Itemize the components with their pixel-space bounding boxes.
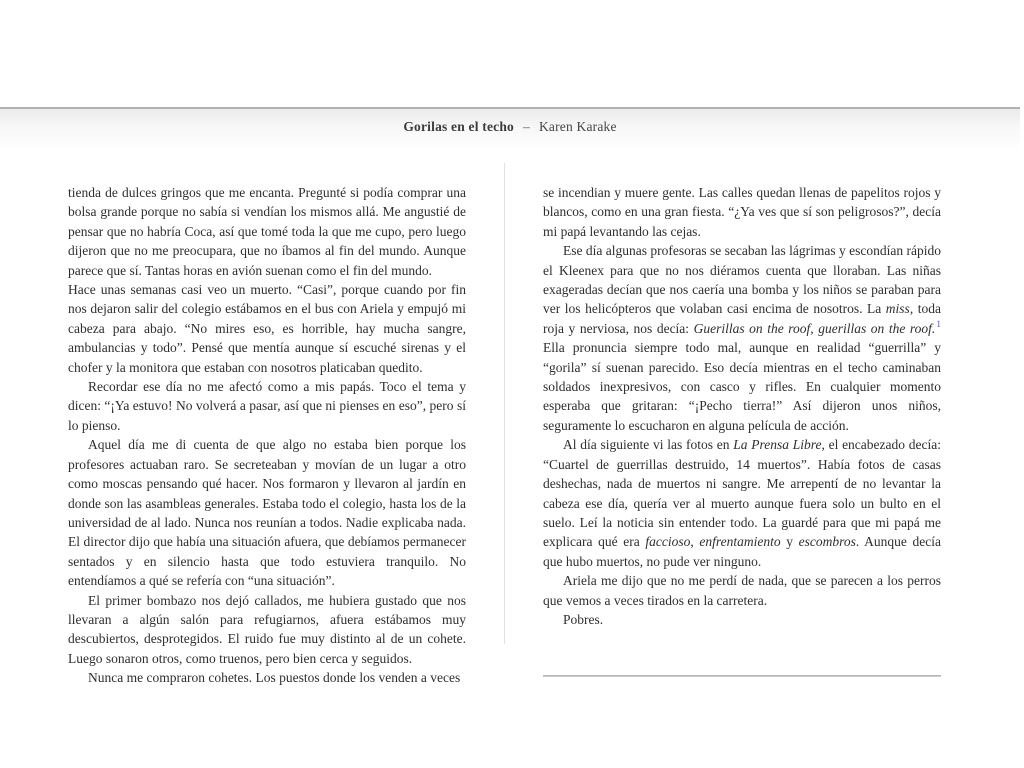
paragraph [543, 183, 941, 241]
paragraph [68, 668, 466, 687]
right-column [543, 183, 941, 688]
text-run: , [690, 534, 700, 550]
text-run: y [780, 534, 799, 550]
footnote-ref-link[interactable]: 1 [936, 320, 941, 331]
text-run: Al día siguiente vi las fotos en [563, 437, 734, 453]
text-run: Hace unas semanas casi veo un muerto. “Casi”, porque cuando por fin nos dejaron salir del colegio estábamos en el bus con Ariela y empujó mi cabeza para abajo. “No mires eso, es horrible, hay mucha sangre, ambulancias y todo”. Pensé que mentía aunque sí escuché sirenas y el chofer y la monitora que estaban con nosotros platicaban quedito. [68, 282, 466, 375]
text-run: Pobres. [563, 611, 604, 627]
text-run: Ese día algunas profesoras se secaban las lágrimas y escondían rápido el Kleenex para que no nos diéramos cuenta que lloraban. Las niñas exageradas decían que nos caería una bomba y los niños se paraban para ver los helicópteros que volaban casi encima de nosotros. La [543, 243, 941, 317]
text-run: Aquel día me di cuenta de que algo no estaba bien porque los profesores actuaban raro. Se secreteaban y movían de un lugar a otro como moscas pensando qué hacer. Nos formaron y llevaron al jardín en donde son las asambleas generales. Estaba todo el colegio, hasta los de la universidad de al lado. Nunca nos reunían a todos. Nadie explicaba nada. El director dijo que había una situación afuera, que debíamos permanecer sentados y en silencio hasta que todo estuviera tranquilo. No entendíamos a qué se refería con “una situación”. [68, 437, 466, 589]
page-content [68, 183, 941, 688]
paragraph [543, 241, 941, 435]
paragraph [68, 280, 466, 377]
text-run: Nunca me compraron cohetes. Los puestos donde los venden a veces [88, 670, 461, 686]
footnote-separator-rule [543, 675, 941, 677]
text-run: . Aunque decía que hubo muertos, no pude ver ninguno. [543, 534, 942, 569]
text-run: , toda roja y nerviosa, nos decía: [543, 301, 941, 336]
book-author: Karen Karake [538, 119, 617, 134]
paragraph [68, 183, 466, 280]
left-column [68, 183, 466, 688]
reader-header [0, 107, 1020, 173]
italic-text-run: enfrentamiento [699, 534, 781, 550]
book-title: Gorilas en el techo [403, 119, 514, 134]
paragraph [68, 591, 466, 669]
text-run: se incendian y muere gente. Las calles quedan llenas de papelitos rojos y blancos, como en una gran fiesta. “¿Ya ves que sí son peligrosos?”, decía mi papá levantando las cejas. [543, 185, 941, 239]
text-run: Ariela me dijo que no me perdí de nada, que se parecen a los perros que vemos a veces tirados en la carretera. [543, 573, 941, 608]
italic-text-run: La Prensa Libre [733, 437, 822, 453]
text-run: El primer bombazo nos dejó callados, me hubiera gustado que nos llevaran a algún salón para refugiarnos, afuera estábamos muy descubiertos, desprotegidos. El ruido fue muy distinto al de un cohete. Luego sonaron otros, como truenos, pero bien cerca y seguidos. [68, 592, 466, 666]
paragraph [543, 435, 941, 571]
running-head [0, 109, 1020, 135]
text-run: tienda de dulces gringos que me encanta. Pregunté si podía comprar una bolsa grande porque no sabía si vendían los mismos allá. Me angustié de pensar que no habría Coca, así que tomé toda la que me cupo, pero luego dijeron que no me preocupara, que no íbamos al fin del mundo. Aunque parece que sí. Tantas horas en avión suenan como el fin del mundo. [68, 185, 466, 278]
paragraph [543, 610, 941, 629]
paragraph [68, 377, 466, 435]
text-run: Ella pronuncia siempre todo mal, aunque en realidad “guerrilla” y “gorila” sí suenan parecido. Eso decía mientras en el techo caminaban soldados inexpresivos, con casco y rifles. En cualquier momento esperaba que gritaran: “¡Pecho tierra!” Así dijeron unos niños, seguramente lo escucharon en alguna película de acción. [543, 340, 941, 433]
text-run: Recordar ese día no me afectó como a mis papás. Toco el tema y dicen: “¡Ya estuvo! No volverá a pasar, así que ni pienses en eso”, pero sí lo pienso. [68, 379, 466, 433]
title-author-separator: – [522, 119, 530, 134]
italic-text-run: faccioso [645, 534, 691, 550]
italic-text-run: Guerillas on the roof, guerillas on the roof. [693, 320, 936, 336]
text-run: , el encabezado decía: “Cuartel de guerrillas destruido, 14 muertos”. Había fotos de casas deshechas, nada de muertos ni sangre. Me arrepentí de no levantar la cabeza ese día, quería ver al muerto aunque fuera solo un bulto en el suelo. Leí la noticia sin entender todo. La guardé para que mi papá me explicara qué era [543, 437, 941, 550]
paragraph [68, 435, 466, 590]
italic-text-run: escombros [798, 534, 856, 550]
italic-text-run: miss [885, 301, 910, 317]
paragraph [543, 571, 941, 610]
